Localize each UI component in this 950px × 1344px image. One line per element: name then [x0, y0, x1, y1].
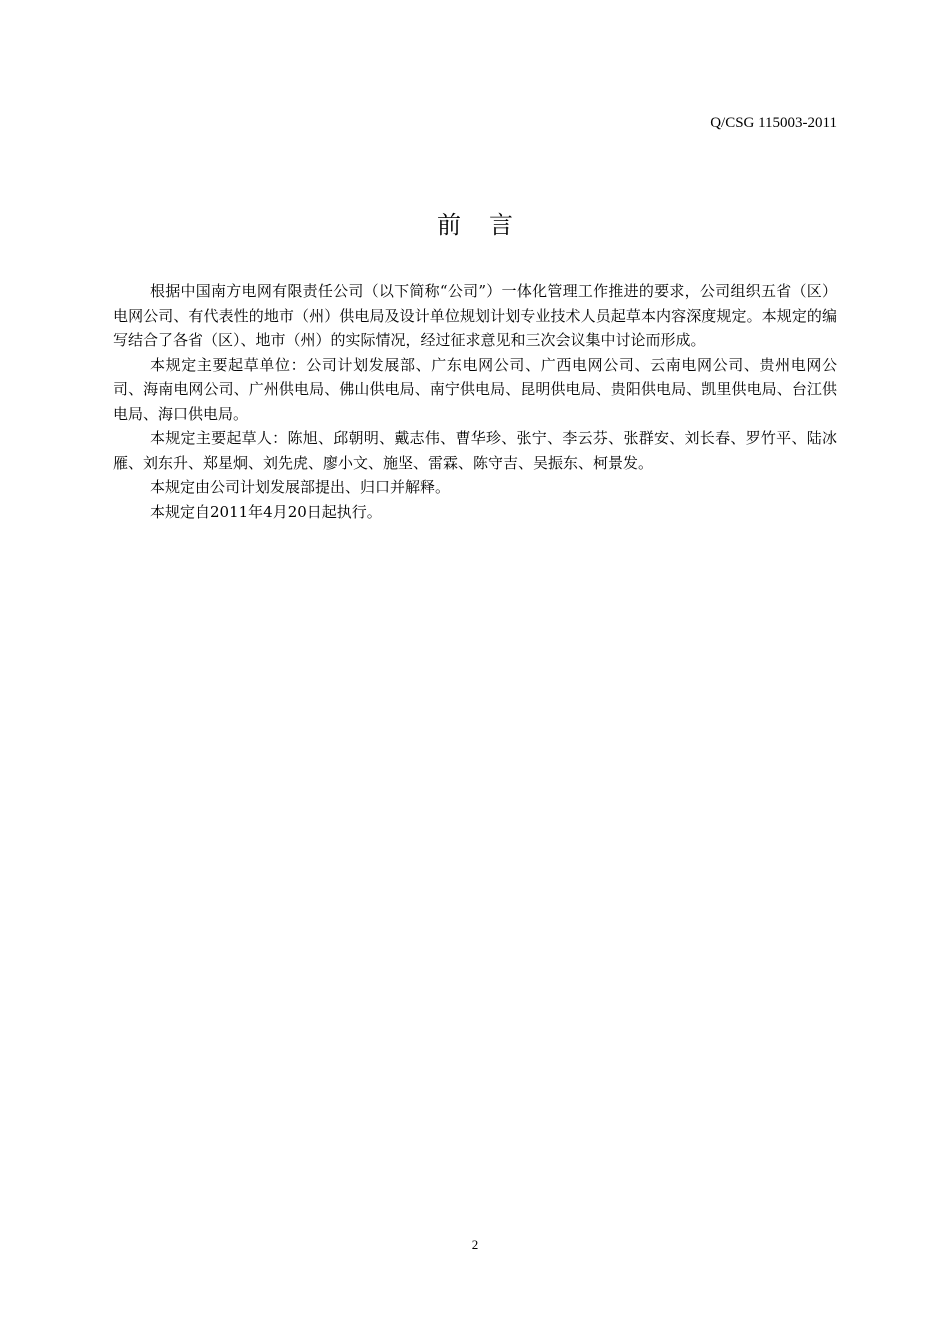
- document-body: [113, 279, 837, 524]
- paragraph-drafters: 本规定主要起草人：陈旭、邱朝明、戴志伟、曹华珍、张宁、李云芬、张群安、刘长春、罗竹平、陆冰雁、刘东升、郑星炯、刘先虎、廖小文、施坚、雷霖、陈守吉、吴振东、柯景发。: [113, 429, 837, 472]
- page-number: 2: [471, 1237, 479, 1252]
- paragraph-drafting-units: 本规定主要起草单位：公司计划发展部、广东电网公司、广西电网公司、云南电网公司、贵州电网公司、海南电网公司、广州供电局、佛山供电局、南宁供电局、昆明供电局、贵阳供电局、凯里供电局、台江供电局、海口供电局。: [113, 355, 837, 423]
- paragraph-effective-date: 本规定自2011年4月20日起执行。: [150, 502, 382, 521]
- document-code: Q/CSG 115003-2011: [710, 115, 837, 131]
- paragraph-interpretation: 本规定由公司计划发展部提出、归口并解释。: [150, 478, 451, 496]
- section-title: 前言: [437, 211, 541, 239]
- paragraph-background: 根据中国南方电网有限责任公司（以下简称“公司”）一体化管理工作推进的要求，公司组织五省（区）电网公司、有代表性的地市（州）供电局及设计单位规划计划专业技术人员起草本内容深度规定。本规定的编写结合了各省（区）、地市（州）的实际情况，经过征求意见和三次会议集中讨论而形成。: [113, 282, 837, 349]
